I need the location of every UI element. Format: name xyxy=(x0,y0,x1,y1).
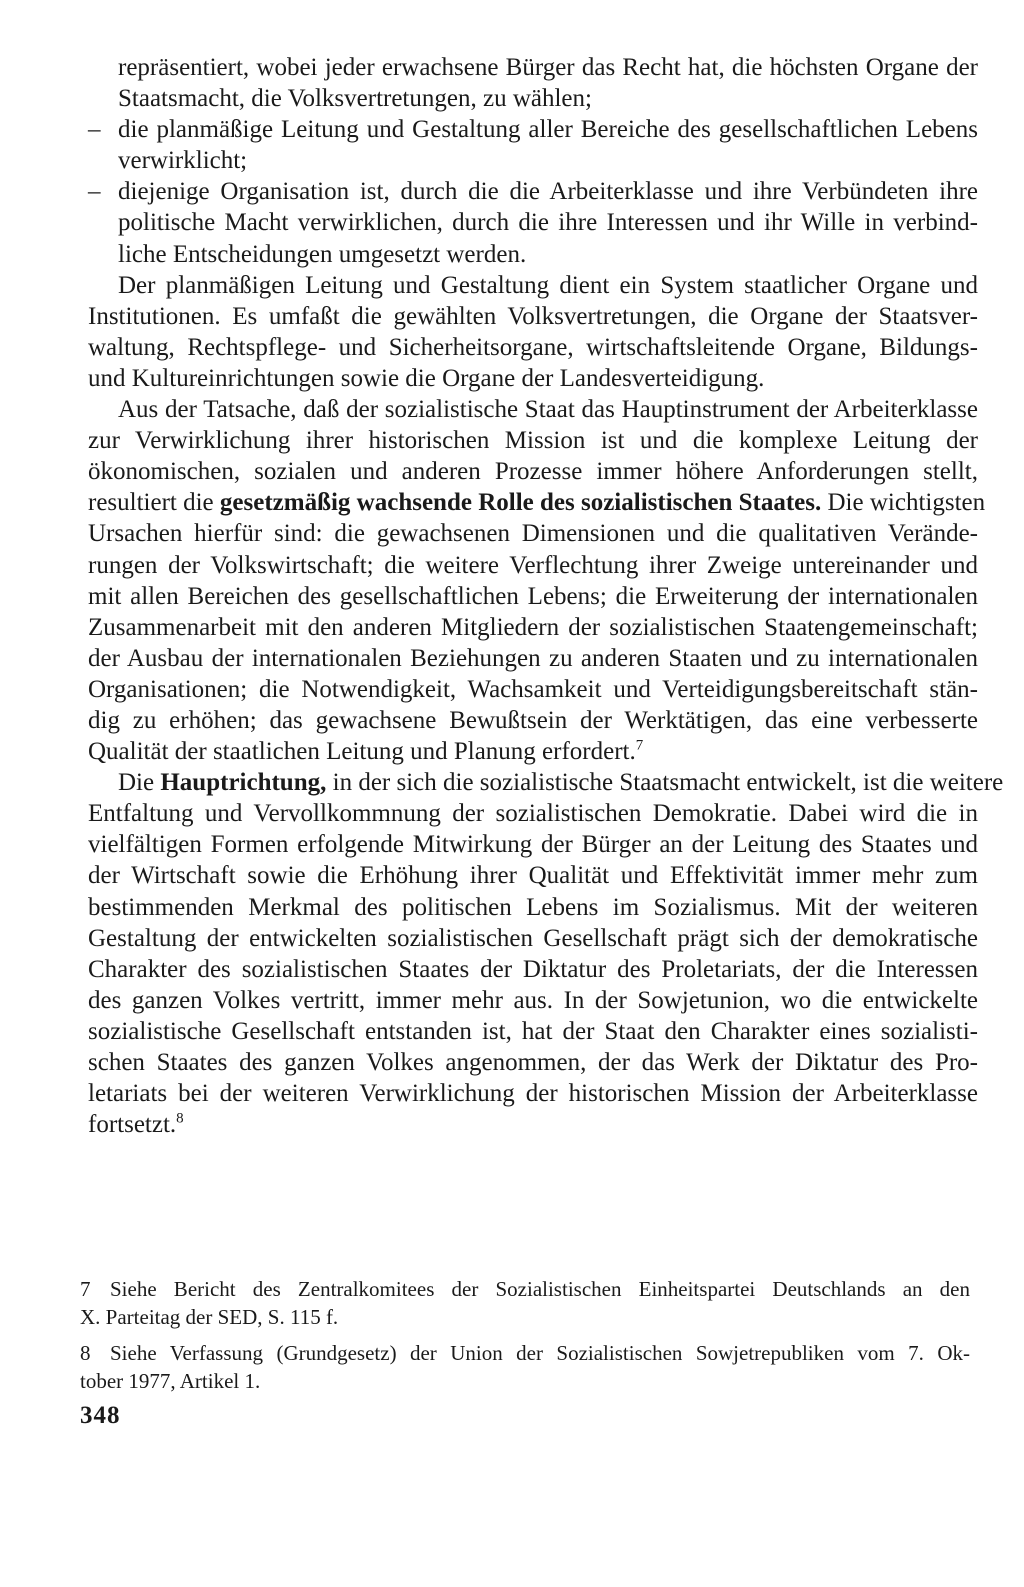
text-line: Ursachen hierfür sind: die gewachsenen Dimensionen und die qualitativen Verände- xyxy=(88,520,978,548)
text-line: zur Verwirklichung ihrer historischen Mission ist und die komplexe Leitung der xyxy=(88,427,978,455)
paragraph xyxy=(88,767,1004,1140)
text-fragment: Qualität der staatlichen Leitung und Planung erfordert. xyxy=(88,738,636,766)
page-body xyxy=(88,52,1004,1140)
paragraph xyxy=(88,270,978,394)
text-fragment: Die wichtigsten xyxy=(827,489,986,517)
text-line: Der planmäßigen Leitung und Gestaltung dient ein System staatlicher Organe und xyxy=(118,271,978,299)
text-line: Zusammenarbeit mit den anderen Mitgliedern der sozialistischen Staatengemeinschaft; xyxy=(88,613,978,641)
paragraph xyxy=(88,394,986,767)
footnote-text: tober 1977, Artikel 1. xyxy=(80,1369,261,1393)
text-line: Aus der Tatsache, daß der sozialistische Staat das Hauptinstrument der Arbeiterklasse xyxy=(118,396,978,424)
intro-paragraph xyxy=(88,52,978,114)
text-line xyxy=(88,1109,978,1140)
text-line: Organisationen; die Notwendigkeit, Wachsamkeit und Verteidigungsbereitschaft stän- xyxy=(88,675,978,703)
text-line: diejenige Organisation ist, durch die die Arbeiterklasse und ihre Verbündeten ihre xyxy=(118,178,978,206)
text-line: und Kultureinrichtungen sowie die Organe der Landesverteidigung. xyxy=(88,364,765,392)
text-line: Entfaltung und Vervollkommnung der sozialistischen Demokratie. Dabei wird die in xyxy=(88,800,978,828)
text-fragment: fortsetzt. xyxy=(88,1111,177,1139)
text-line: letariats bei der weiteren Verwirklichung der historischen Mission der Arbeiterklasse xyxy=(88,1080,978,1108)
text-line: rungen der Volkswirtschaft; die weitere Verflechtung ihrer Zweige untereinander und xyxy=(88,551,978,579)
text-line-with-emphasis xyxy=(88,767,1004,798)
text-fragment: resultiert die xyxy=(88,489,214,517)
text-line: politische Macht verwirklichen, durch die ihre Interessen und ihr Wille in verbind- xyxy=(118,209,978,237)
footnote-ref[interactable]: 7 xyxy=(635,737,644,754)
text-line: Charakter des sozialistischen Staates der Diktatur des Proletariats, der die Interessen xyxy=(88,955,978,983)
list-item xyxy=(88,114,978,176)
text-fragment: in der sich die sozialistische Staatsmacht entwickelt, ist die weitere xyxy=(332,769,1004,797)
text-line: Staatsmacht, die Volksvertretungen, zu wählen; xyxy=(118,85,592,113)
text-line xyxy=(88,736,978,767)
list-item xyxy=(88,176,978,269)
text-line: waltung, Rechtspflege- und Sicherheitsorgane, wirtschaftsleitende Organe, Bildungs- xyxy=(88,333,978,361)
text-line: sozialistische Gesellschaft entstanden ist, hat der Staat den Charakter eines sozialisti- xyxy=(88,1017,978,1045)
footnote-ref[interactable]: 8 xyxy=(176,1110,184,1127)
text-line: schen Staates des ganzen Volkes angenommen, der das Werk der Diktatur des Pro- xyxy=(88,1049,978,1076)
dash-marker: – xyxy=(88,116,101,144)
text-line-with-emphasis xyxy=(88,487,986,518)
text-line: Institutionen. Es umfaßt die gewählten Volksvertretungen, die Organe der Staatsver- xyxy=(88,302,978,330)
emphasis-text: Hauptrichtung, xyxy=(160,769,327,797)
text-line: Gestaltung der entwickelten sozialistischen Gesellschaft prägt sich der demokratische xyxy=(88,924,978,952)
text-line: dig zu erhöhen; das gewachsene Bewußtsein der Werktätigen, das eine verbesserte xyxy=(88,706,978,734)
footnote-text: Siehe Verfassung (Grundgesetz) der Union der Sozialistischen Sowjetrepubliken vom 7. Ok- xyxy=(110,1341,970,1365)
text-line: der Wirtschaft sowie die Erhöhung ihrer Qualität und Effektivität immer mehr zum xyxy=(88,862,978,890)
text-fragment: Die xyxy=(118,769,155,797)
text-line: bestimmenden Merkmal des politischen Lebens im Sozialismus. Mit der weiteren xyxy=(88,893,978,921)
text-line: des ganzen Volkes vertritt, immer mehr aus. In der Sowjetunion, wo die entwickelte xyxy=(88,986,978,1014)
emphasis-text: gesetzmäßig wachsende Rolle des sozialistischen Staates. xyxy=(219,489,822,517)
footnote-number: 7 xyxy=(80,1277,91,1301)
page-number: 348 xyxy=(80,1402,121,1429)
footnotes xyxy=(80,1275,970,1403)
text-line: mit allen Bereichen des gesellschaftlichen Lebens; die Erweiterung der internationalen xyxy=(88,582,978,610)
footnote xyxy=(80,1275,970,1331)
footnote-number: 8 xyxy=(80,1341,91,1365)
dash-marker: – xyxy=(88,178,101,206)
text-line: repräsentiert, wobei jeder erwachsene Bürger das Recht hat, die höchsten Organe der xyxy=(118,54,978,81)
footnote-text: X. Parteitag der SED, S. 115 f. xyxy=(80,1305,339,1329)
text-line: ökonomischen, sozialen und anderen Prozesse immer höhere Anforderungen stellt, xyxy=(88,458,978,486)
footnote xyxy=(80,1339,970,1395)
text-line: die planmäßige Leitung und Gestaltung aller Bereiche des gesellschaftlichen Lebens xyxy=(118,116,978,144)
footnote-text: Siehe Bericht des Zentralkomitees der Sozialistischen Einheitspartei Deutschlands an den xyxy=(110,1277,970,1301)
text-line: liche Entscheidungen umgesetzt werden. xyxy=(118,240,527,268)
text-line: verwirklicht; xyxy=(118,147,248,175)
text-line: der Ausbau der internationalen Beziehungen zu anderen Staaten und zu internationalen xyxy=(88,644,978,672)
text-line: vielfältigen Formen erfolgende Mitwirkung der Bürger an der Leitung des Staates und xyxy=(88,831,978,859)
